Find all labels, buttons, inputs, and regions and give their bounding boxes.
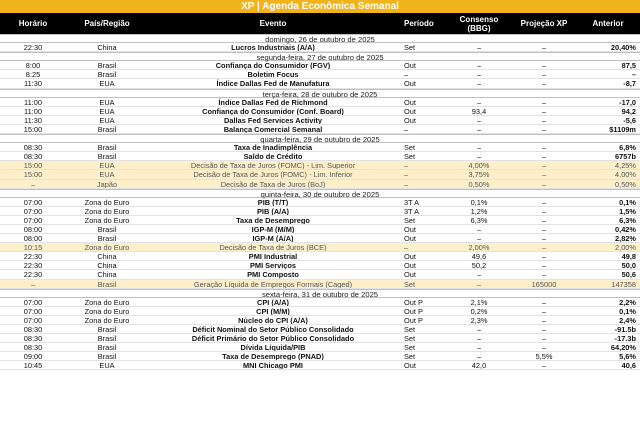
row-period: Out P — [404, 297, 423, 306]
row-projection: 165000 — [531, 279, 557, 288]
row-time: 10:15 — [23, 243, 43, 252]
row-country: Brasil — [97, 124, 117, 134]
row-consensus: 2,1% — [470, 297, 488, 306]
table-row — [0, 61, 640, 70]
row-event: Geração Líquida de Empregos Formais (Caged) — [193, 279, 353, 288]
row-previous: -17.3b — [614, 334, 636, 343]
row-period: Set — [404, 43, 416, 52]
row-country: Brasil — [97, 334, 117, 343]
table-row — [0, 143, 640, 152]
header-time: Horário — [18, 19, 48, 28]
row-consensus: – — [476, 152, 482, 161]
row-country: Zona do Euro — [84, 315, 130, 324]
row-country: Brasil — [97, 352, 117, 361]
row-consensus: 4,00% — [468, 161, 490, 170]
row-consensus: – — [476, 279, 482, 288]
row-event: Decisão de Taxa de Juros (BCE) — [219, 243, 327, 252]
page-title: XP | Agenda Econômica Semanal — [0, 0, 640, 13]
row-projection: – — [541, 325, 547, 334]
header-country: País/Região — [84, 19, 130, 28]
row-period: Out — [404, 79, 416, 88]
row-projection: – — [541, 143, 547, 152]
header-event: Evento — [259, 19, 287, 28]
row-period: Out — [404, 252, 416, 261]
row-country: China — [97, 43, 117, 52]
table-row — [0, 207, 640, 216]
row-time: 08:30 — [23, 143, 43, 152]
row-event: Lucros Industriais (A/A) — [231, 43, 315, 52]
row-period: Out — [404, 61, 416, 70]
row-consensus: – — [476, 270, 482, 279]
row-projection: – — [541, 224, 547, 234]
table-row — [0, 70, 640, 79]
row-previous: -5,6 — [623, 115, 636, 124]
row-projection: – — [541, 70, 547, 79]
row-time: 08:00 — [23, 234, 43, 243]
row-time: 22:30 — [23, 252, 43, 261]
row-event: PMI Composto — [247, 270, 299, 279]
row-previous: 5,6% — [619, 352, 636, 361]
row-time: 08:30 — [23, 325, 43, 334]
row-consensus: 42,0 — [471, 361, 487, 370]
row-projection: – — [541, 297, 547, 306]
row-time: 10:45 — [23, 361, 43, 370]
row-projection: – — [541, 179, 547, 188]
header-projection: Projeção XP — [520, 19, 568, 28]
row-event: Déficit Nominal do Setor Público Consolidado — [192, 325, 354, 334]
row-previous: 6757b — [615, 152, 636, 161]
row-country: Zona do Euro — [84, 243, 130, 252]
row-previous: 147358 — [611, 279, 636, 288]
row-consensus: 6,3% — [470, 215, 488, 224]
row-projection: – — [541, 315, 547, 324]
row-time: – — [30, 179, 36, 188]
row-country: Zona do Euro — [84, 206, 130, 215]
row-time: 07:00 — [23, 306, 43, 315]
row-period: Out — [404, 234, 416, 243]
day-header: domingo, 26 de outubro de 2025 — [0, 34, 640, 43]
row-country: China — [97, 270, 117, 279]
row-consensus: – — [476, 115, 482, 124]
row-period: Out — [404, 361, 416, 370]
row-consensus: – — [476, 79, 482, 88]
table-row — [0, 234, 640, 243]
row-consensus: – — [476, 234, 482, 243]
row-period: – — [404, 179, 409, 188]
table-row — [0, 261, 640, 270]
row-period: Set — [404, 143, 416, 152]
row-consensus: – — [476, 352, 482, 361]
row-projection: – — [541, 343, 547, 352]
table-header — [0, 13, 640, 34]
row-event: Saldo de Crédito — [243, 152, 303, 161]
row-event: Decisão de Taxa de Juros (BoJ) — [220, 179, 326, 188]
row-country: China — [97, 261, 117, 270]
row-time: 15:00 — [23, 170, 43, 179]
row-time: 8:00 — [25, 61, 41, 70]
row-country: Brasil — [97, 152, 117, 161]
row-projection: – — [541, 270, 547, 279]
row-country: Brasil — [97, 325, 117, 334]
row-projection: – — [541, 43, 547, 52]
header-consensus: Consenso (BBG) — [459, 14, 499, 33]
row-event: Boletim Focus — [247, 70, 299, 79]
row-time: 09:00 — [23, 352, 43, 361]
row-period: 3T A — [404, 206, 420, 215]
row-previous: 1,5% — [619, 206, 636, 215]
row-time: – — [30, 279, 36, 288]
header-period: Período — [404, 19, 434, 28]
day-header: segunda-feira, 27 de outubro de 2025 — [0, 52, 640, 61]
table-row — [0, 98, 640, 107]
row-time: 22:30 — [23, 270, 43, 279]
row-consensus: 2,00% — [468, 243, 490, 252]
row-event: PMI Serviços — [249, 261, 296, 270]
row-consensus: 49,6 — [471, 252, 487, 261]
row-country: EUA — [99, 115, 115, 124]
row-projection: – — [541, 124, 547, 134]
row-projection: – — [541, 215, 547, 224]
table-row — [0, 325, 640, 334]
row-time: 11:30 — [24, 115, 42, 124]
row-country: Brasil — [97, 70, 117, 79]
row-event: Decisão de Taxa de Juros (FOMC) - Lim. Superior — [190, 161, 356, 170]
row-event: PMI Industrial — [248, 252, 298, 261]
row-projection: – — [541, 306, 547, 315]
row-period: Set — [404, 152, 416, 161]
row-previous: 94,2 — [621, 106, 636, 115]
table-row — [0, 43, 640, 52]
row-event: Déficit Primário do Setor Público Consolidado — [191, 334, 355, 343]
row-previous: 2,4% — [619, 315, 636, 324]
row-previous: 20,40% — [610, 43, 636, 52]
row-consensus: 2,3% — [470, 315, 488, 324]
row-previous: – — [631, 70, 636, 79]
row-previous: -17,0 — [619, 97, 636, 106]
row-event: PIB (A/A) — [256, 206, 290, 215]
row-projection: – — [541, 170, 547, 179]
row-country: Zona do Euro — [84, 215, 130, 224]
row-projection: – — [541, 152, 547, 161]
row-event: Índice Dallas Fed de Manufatura — [216, 79, 330, 88]
table-row — [0, 343, 640, 352]
row-previous: 87,5 — [621, 61, 636, 70]
table-row — [0, 307, 640, 316]
row-event: Taxa de Desemprego — [236, 215, 310, 224]
row-period: Set — [404, 325, 416, 334]
row-period: Set — [404, 215, 416, 224]
table-row — [0, 152, 640, 161]
row-period: Out — [404, 224, 416, 234]
row-period: – — [404, 161, 409, 170]
row-projection: – — [541, 252, 547, 261]
row-country: EUA — [99, 161, 115, 170]
row-period: Out — [404, 261, 416, 270]
row-previous: 50,0 — [621, 261, 636, 270]
row-event: Confiança do Consumidor (FGV) — [215, 61, 331, 70]
row-period: 3T A — [404, 197, 420, 206]
row-country: Zona do Euro — [84, 197, 130, 206]
table-row — [0, 216, 640, 225]
row-previous: 0,1% — [619, 306, 636, 315]
row-previous: 0,42% — [615, 224, 636, 234]
row-time: 11:30 — [24, 79, 42, 88]
row-previous: 40,6 — [621, 361, 636, 370]
row-event: IGP-M (M/M) — [251, 224, 295, 234]
row-period: Out — [404, 270, 416, 279]
row-country: EUA — [99, 170, 115, 179]
row-consensus: 3,75% — [468, 170, 490, 179]
row-time: 08:30 — [23, 343, 43, 352]
row-consensus: – — [476, 143, 482, 152]
table-row — [0, 316, 640, 325]
row-period: – — [404, 170, 409, 179]
table-row — [0, 125, 640, 134]
table-row — [0, 270, 640, 279]
row-previous: 6,8% — [619, 143, 636, 152]
row-event: IGP-M (A/A) — [252, 234, 294, 243]
row-country: Brasil — [97, 143, 117, 152]
row-country: China — [97, 252, 117, 261]
row-previous: 49,8 — [621, 252, 636, 261]
row-time: 07:00 — [23, 215, 43, 224]
table-row — [0, 79, 640, 88]
row-country: Brasil — [97, 343, 117, 352]
row-event: Dívida Líquida/PIB — [240, 343, 306, 352]
row-previous: $1109m — [609, 124, 636, 134]
row-consensus: 0,1% — [470, 197, 488, 206]
row-consensus: 0,2% — [470, 306, 488, 315]
row-time: 07:00 — [23, 315, 43, 324]
row-country: Brasil — [97, 279, 117, 288]
row-previous: 64,20% — [610, 343, 636, 352]
row-event: PIB (T/T) — [257, 197, 289, 206]
row-time: 08:30 — [23, 152, 43, 161]
row-event: Taxa de Inadimplência — [233, 143, 313, 152]
row-consensus: – — [476, 334, 482, 343]
row-period: Out — [404, 97, 416, 106]
row-projection: – — [541, 206, 547, 215]
table-row — [0, 180, 640, 189]
row-projection: – — [541, 106, 547, 115]
row-time: 8:25 — [25, 70, 41, 79]
row-period: Out — [404, 115, 416, 124]
day-header: quarta-feira, 29 de outubro de 2025 — [0, 134, 640, 143]
row-time: 08:30 — [23, 334, 43, 343]
row-previous: 6,3% — [619, 215, 636, 224]
day-header: quinta-feira, 30 de outubro de 2025 — [0, 189, 640, 198]
row-previous: 2,2% — [619, 297, 636, 306]
table-row — [0, 298, 640, 307]
row-projection: – — [541, 115, 547, 124]
row-time: 07:00 — [23, 206, 43, 215]
table-row — [0, 107, 640, 116]
row-previous: 2,82% — [615, 234, 636, 243]
row-time: 07:00 — [23, 197, 43, 206]
row-time: 11:00 — [24, 106, 42, 115]
row-period: Out — [404, 106, 416, 115]
row-projection: – — [541, 197, 547, 206]
row-time: 22:30 — [23, 43, 43, 52]
row-consensus: – — [476, 124, 482, 134]
row-time: 11:00 — [24, 97, 42, 106]
table-row — [0, 170, 640, 179]
row-event: Índice Dallas Fed de Richmond — [218, 97, 328, 106]
row-previous: 0,50% — [615, 179, 636, 188]
row-period: – — [404, 124, 409, 134]
row-country: Brasil — [97, 224, 117, 234]
table-row — [0, 116, 640, 125]
row-country: Japão — [96, 179, 118, 188]
table-row — [0, 280, 640, 289]
row-projection: – — [541, 79, 547, 88]
row-projection: – — [541, 234, 547, 243]
row-consensus: – — [476, 43, 482, 52]
row-event: Decisão de Taxa de Juros (FOMC) - Lim. Inferior — [193, 170, 353, 179]
row-event: Taxa de Desemprego (PNAD) — [222, 352, 324, 361]
row-previous: 4,00% — [615, 170, 636, 179]
row-consensus: – — [476, 70, 482, 79]
row-country: Brasil — [97, 234, 117, 243]
row-consensus: – — [476, 97, 482, 106]
row-period: Set — [404, 343, 416, 352]
table-row — [0, 352, 640, 361]
row-event: Confiança do Consumidor (Conf. Board) — [202, 106, 344, 115]
row-previous: -8,7 — [623, 79, 636, 88]
row-time: 15:00 — [23, 161, 43, 170]
row-period: Set — [404, 334, 416, 343]
day-header: sexta-feira, 31 de outubro de 2025 — [0, 289, 640, 298]
table-row — [0, 225, 640, 234]
row-period: – — [404, 243, 409, 252]
row-period: Out P — [404, 306, 423, 315]
row-previous: 2,00% — [615, 243, 636, 252]
row-time: 08:00 — [23, 224, 43, 234]
row-consensus: 1,2% — [470, 206, 488, 215]
row-consensus: – — [476, 224, 482, 234]
row-time: 07:00 — [23, 297, 43, 306]
table-row — [0, 161, 640, 170]
row-country: EUA — [99, 361, 115, 370]
row-period: Set — [404, 352, 416, 361]
table-row — [0, 334, 640, 343]
row-consensus: – — [476, 325, 482, 334]
row-event: Núcleo do CPI (A/A) — [238, 315, 308, 324]
row-previous: 0,1% — [619, 197, 636, 206]
row-time: 22:30 — [23, 261, 43, 270]
table-body — [0, 34, 640, 370]
table-row — [0, 252, 640, 261]
row-projection: – — [541, 161, 547, 170]
row-projection: – — [541, 261, 547, 270]
row-country: Zona do Euro — [84, 306, 130, 315]
row-country: Brasil — [97, 61, 117, 70]
row-projection: – — [541, 361, 547, 370]
table-row — [0, 361, 640, 370]
row-period: Out P — [404, 315, 423, 324]
row-event: MNI Chicago PMI — [243, 361, 303, 370]
row-consensus: 93,4 — [471, 106, 487, 115]
day-header: terça-feira, 28 de outubro de 2025 — [0, 89, 640, 98]
row-projection: – — [541, 97, 547, 106]
row-projection: – — [541, 61, 547, 70]
row-country: EUA — [99, 79, 115, 88]
row-period: – — [404, 70, 409, 79]
row-period: Set — [404, 279, 416, 288]
row-projection: – — [541, 334, 547, 343]
row-event: Balança Comercial Semanal — [223, 124, 323, 134]
row-previous: 50,6 — [621, 270, 636, 279]
row-consensus: 50,2 — [471, 261, 487, 270]
row-country: Zona do Euro — [84, 297, 130, 306]
row-consensus: 0,50% — [468, 179, 490, 188]
table-row — [0, 243, 640, 252]
row-time: 15:00 — [23, 124, 43, 134]
row-country: EUA — [99, 97, 115, 106]
row-previous: -91.5b — [614, 325, 636, 334]
row-event: CPI (M/M) — [256, 306, 290, 315]
row-country: EUA — [99, 106, 115, 115]
row-projection: 5,5% — [535, 352, 553, 361]
row-consensus: – — [476, 61, 482, 70]
row-projection: – — [541, 243, 547, 252]
row-consensus: – — [476, 343, 482, 352]
row-event: Dallas Fed Services Activity — [224, 115, 322, 124]
table-row — [0, 198, 640, 207]
header-previous: Anterior — [592, 19, 624, 28]
row-event: CPI (A/A) — [256, 297, 290, 306]
row-previous: 4,25% — [615, 161, 636, 170]
